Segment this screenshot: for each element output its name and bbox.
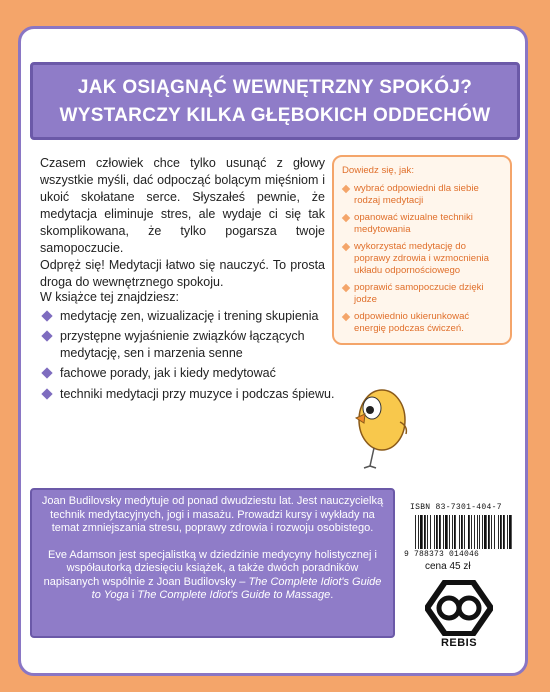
learn-how-heading: Dowiedz się, jak: — [342, 165, 414, 176]
headline-banner — [30, 62, 520, 140]
diamond-bullet-icon — [342, 284, 350, 292]
in-book-heading: W książce tej znajdziesz: — [40, 290, 179, 304]
diamond-bullet-icon — [41, 330, 52, 341]
book-title-massage: The Complete Idiot's Guide to Massage — [137, 589, 331, 601]
list-item: fachowe porady, jak i kiedy medytować — [40, 365, 340, 382]
list-item: wykorzystać medytację do poprawy zdrowia i wzmocnienia układu odpornościowego — [342, 241, 502, 277]
headline-line-2: WYSTARCZY KILKA GŁĘBOKICH ODDECHÓW — [59, 105, 491, 126]
list-item: opanować wizualne techniki medytowania — [342, 212, 502, 236]
list-item: przystępne wyjaśnienie związków łączących medytację, sen i marzenia senne — [40, 328, 340, 361]
barcode — [414, 515, 512, 549]
learn-how-list — [342, 183, 502, 335]
list-item: poprawić samopoczucie dzięki jodze — [342, 282, 502, 306]
learn-how-box — [332, 155, 512, 345]
diamond-bullet-icon — [342, 214, 350, 222]
in-book-section — [40, 289, 340, 406]
intro-text — [40, 155, 325, 291]
author-bio-2: Eve Adamson jest specjalistką w dziedzinie medycyny holistycznej i współautorką dziesięciu książek, a także dwóch poradników napisanych wspólnie z Joan Budilovsky – The Complete Idiot's Guide to Yoga i The Complete Idiot's Guide to Massage. — [43, 548, 382, 601]
list-item: odpowiednio ukierunkować energię podczas ćwiczeń. — [342, 311, 502, 335]
intro-paragraph-1: Czasem człowiek chce tylko usunąć z głowy wszystkie myśli, dać odpocząć bolącym mięśniom i ukoić skołatane serce. Słyszałeś pewnie, że medytacja eliminuje stres, ale wydaje ci się tak skomplikowana, że tylko pogarsza twoje samopoczucie. — [40, 156, 325, 255]
book-title-yoga: The Complete Idiot's Guide to Yoga — [91, 575, 382, 601]
publisher-name: REBIS — [440, 637, 478, 649]
author-bio-1: Joan Budilovsky medytuje od ponad dwudziestu lat. Jest nauczycielką technik medytacyjnych, jogi i masażu. Prowadzi kursy i wykłady na temat zmniejszania stresu, poprawy zdrowia i rozwoju osobistego. — [41, 495, 384, 534]
list-item: techniki medytacji przy muzyce i podczas śpiewu. — [40, 386, 340, 403]
diamond-bullet-icon — [41, 388, 52, 399]
isbn-digits: 9 788373 014046 — [404, 550, 480, 559]
chick-mascot-icon — [342, 382, 414, 472]
author-bio-box — [30, 488, 395, 638]
price-label: cena 45 zł — [425, 561, 471, 572]
in-book-list — [40, 308, 340, 403]
list-item: wybrać odpowiedni dla siebie rodzaj medytacji — [342, 183, 502, 207]
diamond-bullet-icon — [41, 367, 52, 378]
diamond-bullet-icon — [342, 185, 350, 193]
diamond-bullet-icon — [342, 313, 350, 321]
list-item: medytację zen, wizualizację i trening skupienia — [40, 308, 340, 325]
headline-line-1: JAK OSIĄGNĄĆ WEWNĘTRZNY SPOKÓJ? — [77, 77, 473, 98]
intro-paragraph-2: Odpręż się! Medytacji łatwo się nauczyć. To prosta droga do wewnętrznego spokoju. — [40, 258, 325, 289]
isbn-label: ISBN 83-7301-404-7 — [410, 503, 502, 512]
diamond-bullet-icon — [41, 310, 52, 321]
diamond-bullet-icon — [342, 243, 350, 251]
rebis-logo-icon — [425, 580, 493, 636]
